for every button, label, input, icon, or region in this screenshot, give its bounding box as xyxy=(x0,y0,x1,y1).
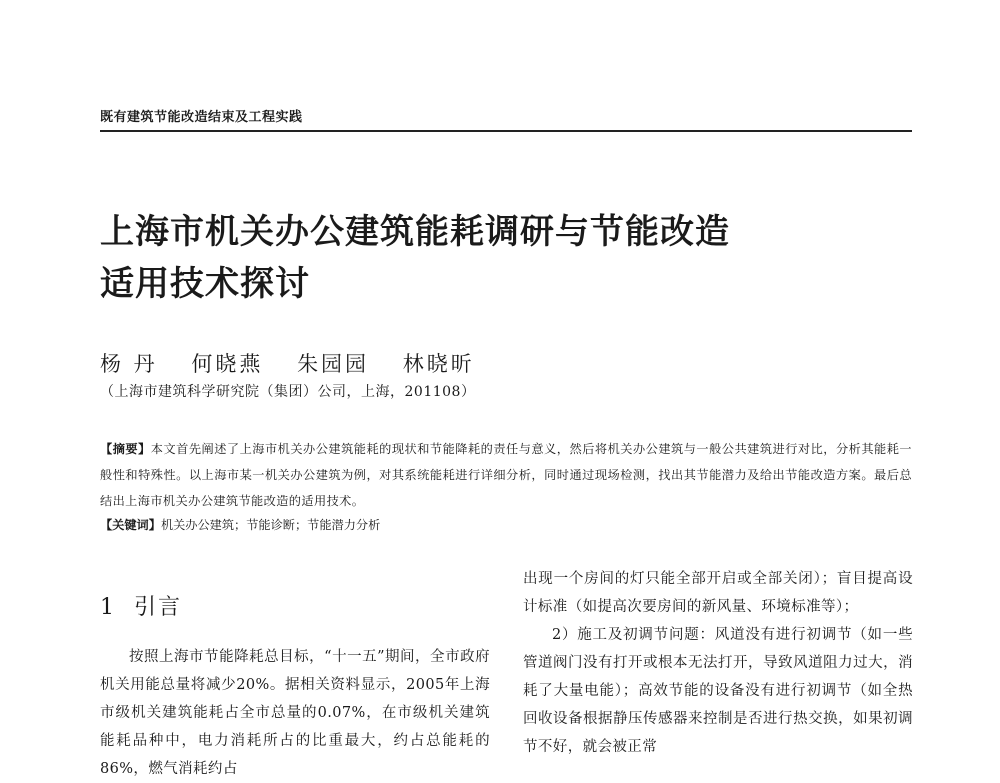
abstract xyxy=(100,436,912,514)
keywords xyxy=(100,512,380,538)
paragraph: 2）施工及初调节问题：风道没有进行初调节（如一些管道阀门没有打开或根本无法打开，导致风道阻力过大，消耗了大量电能）；高效节能的设备没有进行初调节（如全热回收设备根据静压传感器来控制是否进行热交换，如果初调节不好，就会被正常 xyxy=(523,627,913,755)
affiliation: （上海市建筑科学研究院（集团）公司，上海，201108） xyxy=(100,384,476,400)
section-heading xyxy=(100,590,182,621)
header-rule xyxy=(100,130,912,132)
section-title: 引言 xyxy=(134,595,183,620)
title-line-2: 适用技术探讨 xyxy=(100,264,310,304)
paragraph: 按照上海市节能降耗总目标，“十一五”期间，全市政府机关用能总量将减少20%。据相关资料显示，2005年上海市级机关建筑能耗占全市总量的0.07%，在市级机关建筑能耗品种中，电力消耗所占的比重最大，约占总能耗的86%，燃气消耗约占 xyxy=(100,649,490,777)
left-column xyxy=(100,643,490,783)
keywords-label: 【关键词】 xyxy=(100,518,161,532)
paragraph: 出现一个房间的灯只能全部开启或全部关闭）；盲目提高设计标准（如提高次要房间的新风量、环境标准等）； xyxy=(523,571,913,615)
section-number: 1 xyxy=(100,595,116,620)
abstract-text: 本文首先阐述了上海市机关办公建筑能耗的现状和节能降耗的责任与意义，然后将机关办公建筑与一般公共建筑进行对比，分析其能耗一般性和特殊性。以上海市某一机关办公建筑为例，对其系统能耗进行详细分析，同时通过现场检测，找出其节能潜力及给出节能改造方案。最后总结出上海市机关办公建筑节能改造的适用技术。 xyxy=(100,442,912,508)
author: 林晓昕 xyxy=(402,352,475,376)
title-line-1: 上海市机关办公建筑能耗调研与节能改造 xyxy=(100,212,730,252)
author: 何晓燕 xyxy=(191,352,264,376)
running-header: 既有建筑节能改造结束及工程实践 xyxy=(100,110,303,125)
author-list xyxy=(100,348,499,378)
abstract-label: 【摘要】 xyxy=(100,442,151,456)
author: 朱园园 xyxy=(297,352,370,376)
author: 杨 丹 xyxy=(100,352,158,376)
page-title xyxy=(100,206,730,310)
keywords-text: 机关办公建筑；节能诊断；节能潜力分析 xyxy=(160,518,381,532)
right-column xyxy=(523,565,913,761)
